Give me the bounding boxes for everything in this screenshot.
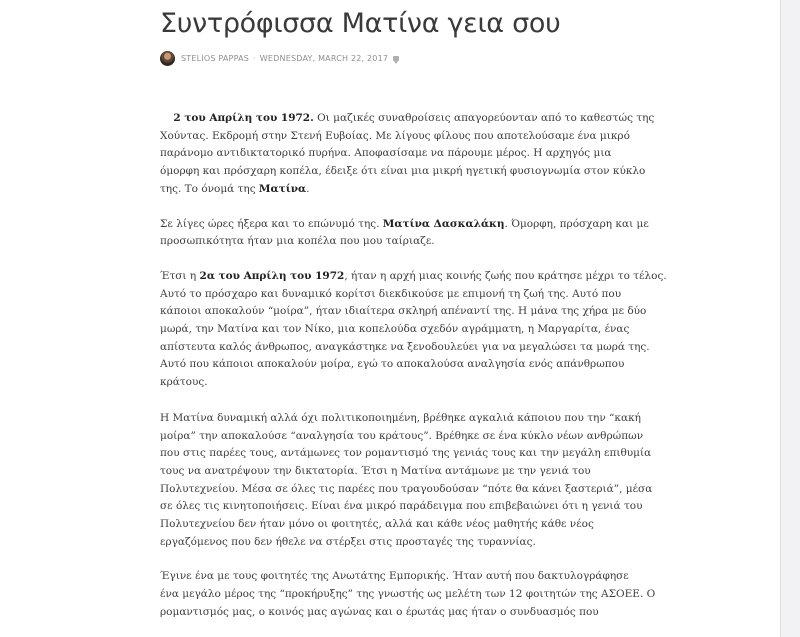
paragraph-line: κάποιοι αποκαλούν “μοίρα”, ήταν ιδιαίτερα σκληρή απέναντί της. Η μάνα της χήρα με δύο <box>160 305 647 318</box>
paragraph-line: Αυτό που κάποιοι αποκαλούν μοίρα, εγώ το αποκαλούσα αναλγησία ενός απάνθρωπου <box>160 358 625 371</box>
paragraph-line: Η Ματίνα δυναμική αλλά όχι πολιτικοποιημένη, βρέθηκε αγκαλιά κάποιου που την “κακή <box>160 411 641 424</box>
paragraph-line: Πολυτεχνείου. Μέσα σε όλες τις παρέες που τραγουδούσαν “πότε θα κάνει ξαστεριά”, μέσα <box>160 482 653 495</box>
paragraph-line: όμορφη και πρόσχαρη κοπέλα, έδειξε ότι είναι μια μικρή ηγετική φυσιογνωμία στον κύκλο <box>160 165 646 178</box>
paragraph-line: της. Το όνομά της Ματίνα. <box>160 182 310 195</box>
paragraph-line: ένα μεγάλο μέρος της “προκήρυξης” της γνωστής ως μελέτη των 12 φοιτητών της ΑΣΟΕΕ. Ο <box>160 588 656 601</box>
post-body <box>160 110 667 622</box>
post-meta <box>160 50 399 66</box>
paragraph-line: σε όλες τις κινητοποιήσεις. Είναι ένα μικρό παράδειγμα που επιβεβαιώνει ότι η γενιά του <box>160 500 643 513</box>
paragraph-line: 2 του Απρίλη του 1972. Οι μαζικές συναθροίσεις απαγορεύονταν από το καθεστώς της <box>173 112 655 124</box>
date-highlight: 2 του Απρίλη του 1972. <box>173 112 314 124</box>
paragraph-line: Έτσι η 2α του Απρίλη του 1972, ήταν η αρχή μιας κοινής ζωής που κράτησε μέχρι το τέλος. <box>160 269 667 282</box>
paragraph-line: Πολυτεχνείου δεν ήταν μόνο οι φοιτητές, αλλά και κάθε νέος μαθητής κάθε νέος <box>160 518 594 531</box>
paragraph-line: Αυτό το πρόσχαρο και δυναμικό κορίτσι διεκδικούσε με επιμονή τη ζωή της. Αυτό που <box>160 287 622 300</box>
paragraph-line: ρομαντισμός μας, ο κοινός μας αγώνας και ο έρωτάς μας ήταν ο συνδυασμός που <box>160 605 599 618</box>
paragraph-line: εργαζόμενος που δεν ήθελε να στέρξει στις προσταγές της τυραννίας. <box>160 535 536 548</box>
comment-icon[interactable] <box>393 56 399 61</box>
paragraph-line: που στις παρέες τους, αντάμωνες τον ρομαντισμό της γενιάς τους και την μεγάλη επιθυμία <box>160 447 652 460</box>
author-name[interactable]: STELIOS PAPPAS <box>181 53 250 63</box>
name-highlight: Ματίνα <box>258 182 307 195</box>
right-sidebar-edge <box>780 0 800 637</box>
date-highlight: 2α του Απρίλη του 1972 <box>199 269 345 282</box>
paragraph-line: Σε λίγες ώρες ήξερα και το επώνυμό της. Ματίνα Δασκαλάκη. Όμορφη, πρόσχαρη και με <box>160 217 649 230</box>
paragraph-line: προσωπικότητα ήταν μια κοπέλα που μου ταίριαζε. <box>160 235 435 248</box>
post-date[interactable]: WEDNESDAY, MARCH 22, 2017 <box>259 53 389 63</box>
meta-separator: · <box>253 53 256 63</box>
paragraph-line: Έγινε ένα με τους φοιτητές της Ανωτάτης Εμπορικής. Ήταν αυτή που δακτυλογράφησε <box>160 570 629 583</box>
author-avatar[interactable] <box>160 51 175 66</box>
name-highlight: Ματίνα Δασκαλάκη <box>382 217 505 230</box>
paragraph-line: απίστευτα καλός άνθρωπος, αναγκάστηκε να ξενοδουλεύει για να μεγαλώσει τα μωρά της. <box>160 340 650 353</box>
paragraph-line: κράτους. <box>160 376 208 389</box>
paragraph-line: παράνομο αντιδικτατορικό πυρήνα. Αποφασίσαμε να πάρουμε μέρος. Η αρχηγός μια <box>160 147 612 160</box>
paragraph-line: μοίρα” την αποκαλούσε “αναλγησία του κράτους”. Βρέθηκε σε ένα κύκλο νέων ανθρώπων <box>160 429 644 442</box>
post-title: Συντρόφισσα Ματίνα γεια σου <box>160 8 561 39</box>
paragraph-line: τους να ανατρέψουν την δικτατορία. Έτσι η Ματίνα αντάμωνε με την γενιά του <box>160 464 591 477</box>
paragraph-line: μωρά, την Ματίνα και τον Νίκο, μια κοπελούδα σχεδόν αγράμματη, η Μαργαρίτα, ένας <box>160 323 630 336</box>
paragraph-line: Χούντας. Εκδρομή στην Στενή Ευβοίας. Με λίγους φίλους που αποτελούσαμε ένα μικρό <box>160 129 630 142</box>
